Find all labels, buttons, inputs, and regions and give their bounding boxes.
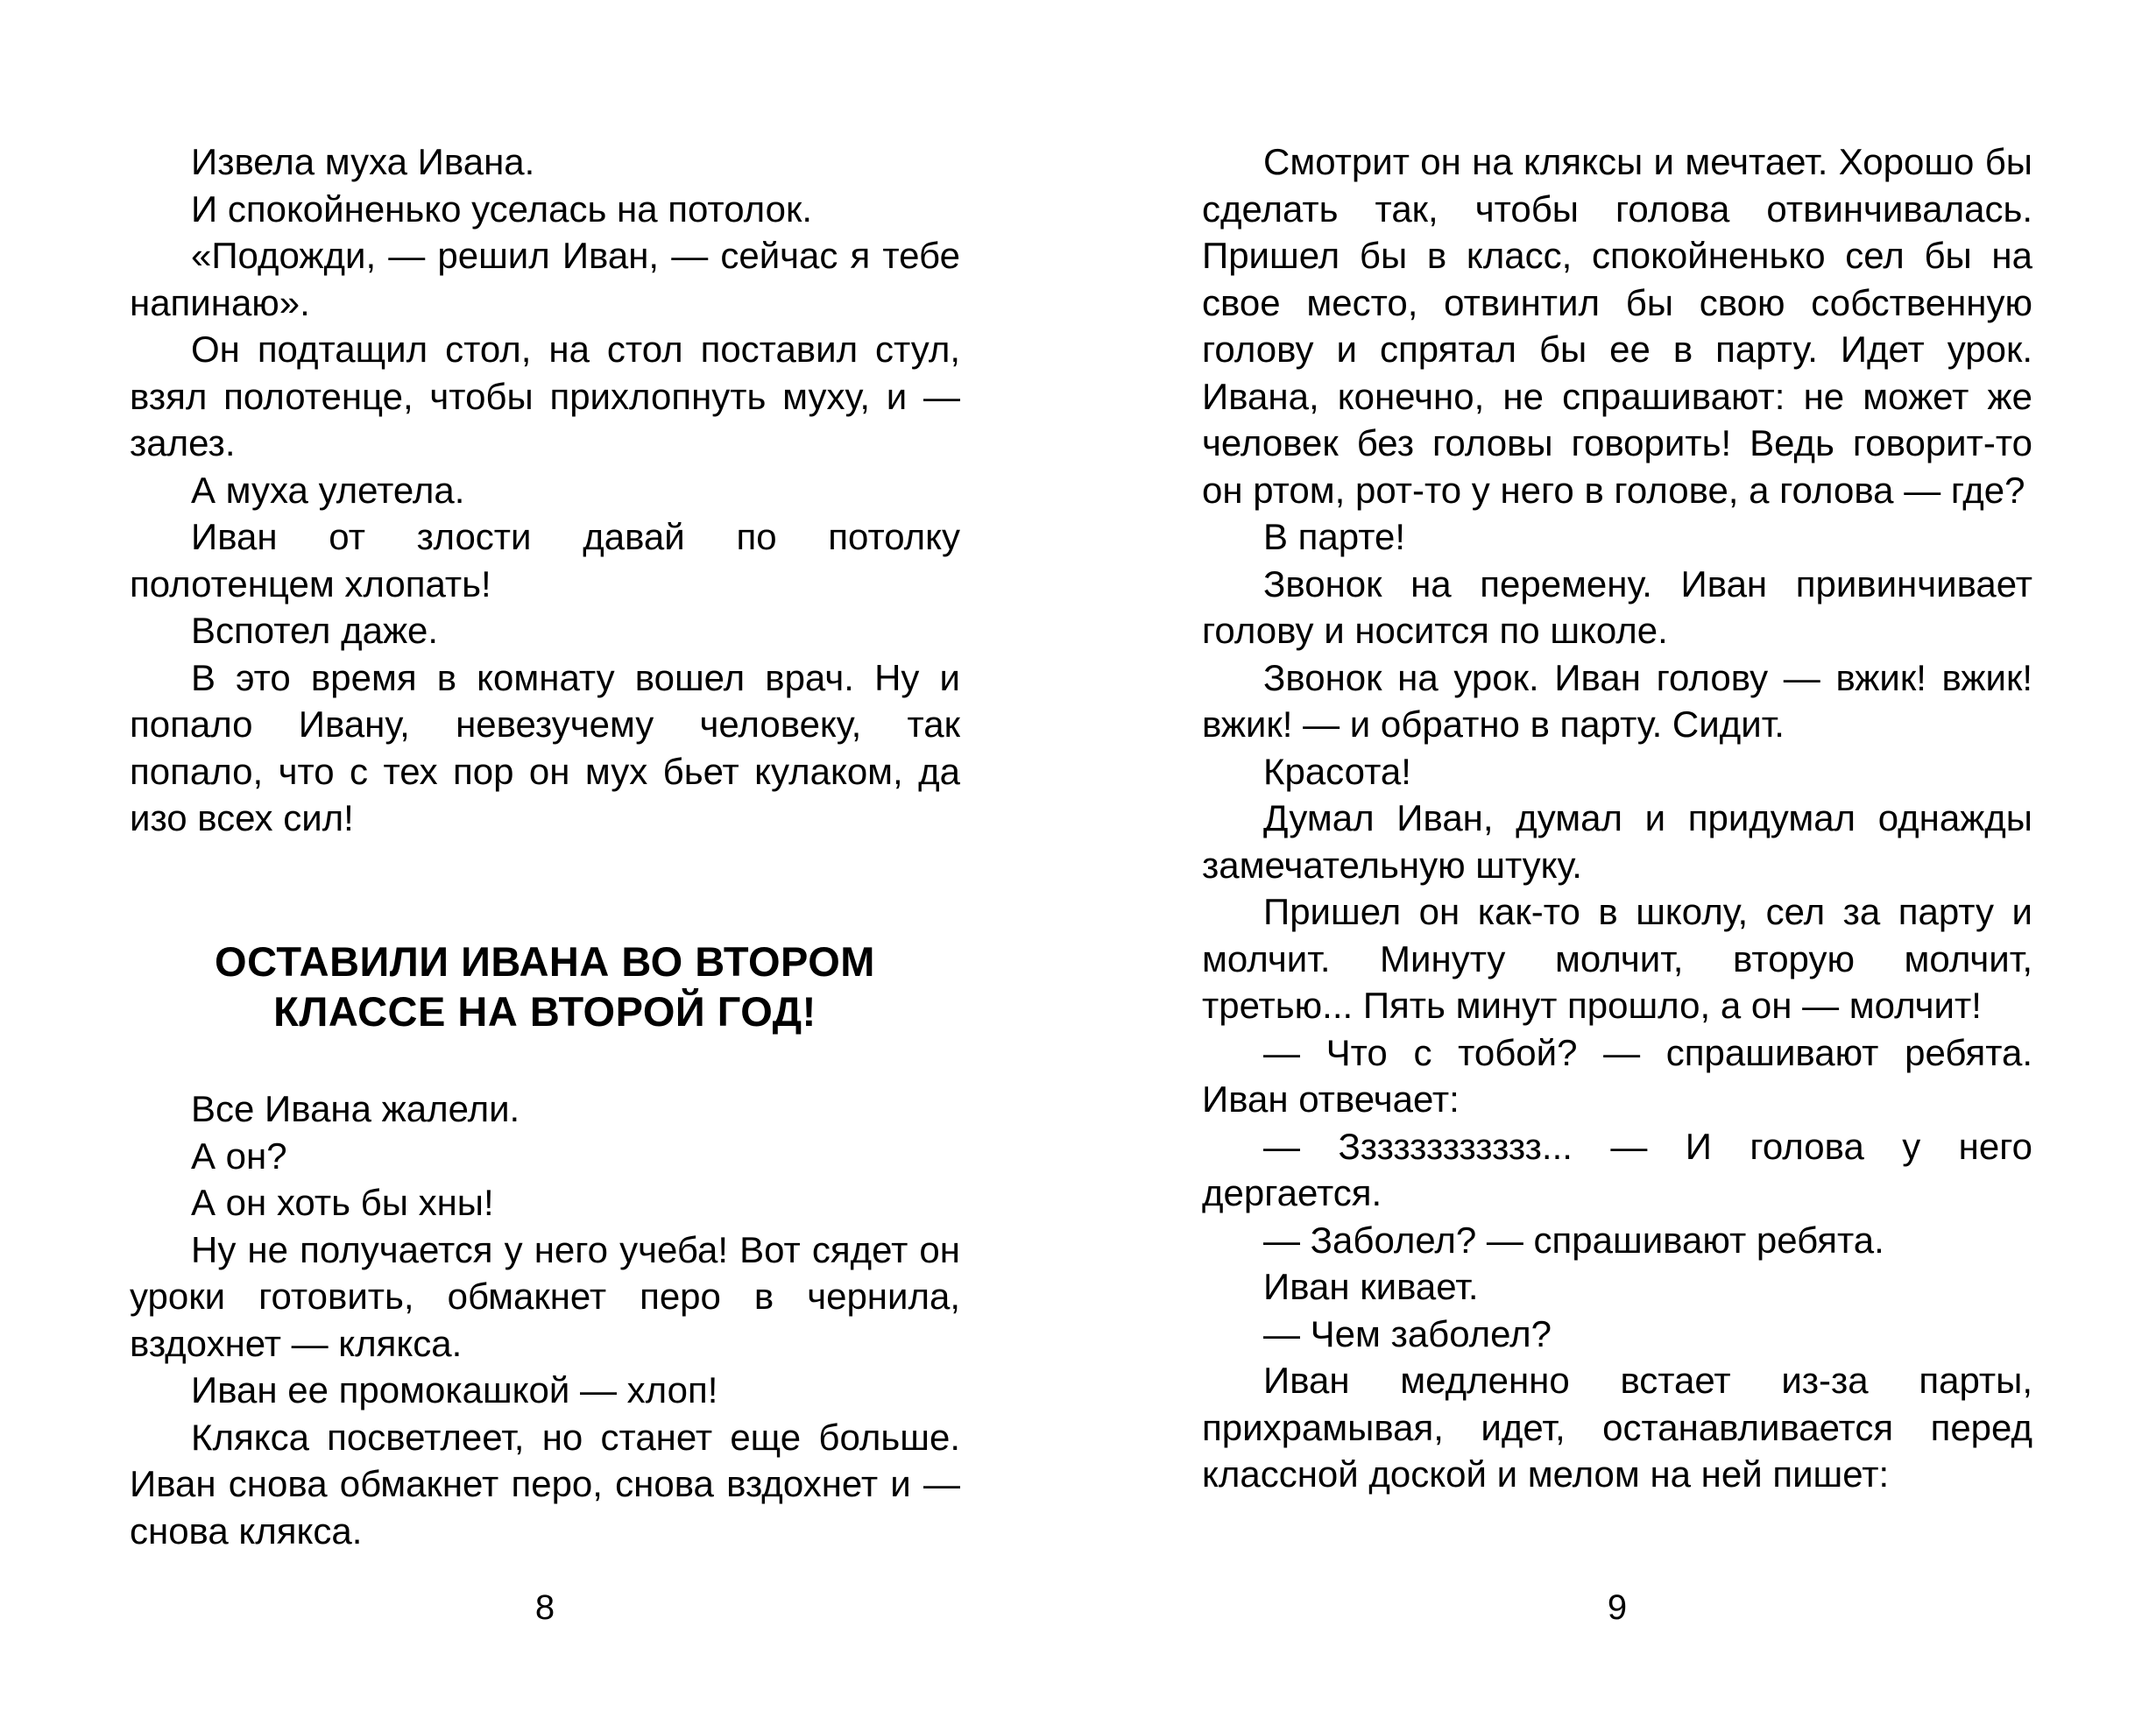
paragraph: — Зззззззззззз... — И голова у него дергается. [1202,1125,2032,1213]
paragraph: Извела муха Ивана. [191,141,535,182]
paragraph: В парте! [1263,516,1406,557]
chapter-heading-line-1: ОСТАВИЛИ ИВАНА ВО ВТОРОМ [215,938,875,985]
paragraph: — Заболел? — спрашивают ребята. [1263,1219,1884,1261]
paragraph: Иван от злости давай по потолку полотенцем хлопать! [130,516,960,604]
paragraph: Все Ивана жалели. [191,1088,520,1129]
paragraph: Звонок на перемену. Иван привинчивает голову и носится по школе. [1202,562,2032,651]
left-top-text-block [130,138,960,842]
paragraph: А муха улетела. [191,469,465,511]
left-page [130,0,960,1725]
paragraph: Ну не получается у него учеба! Вот сядет он уроки готовить, обмакнет перо в чернила, вздохнет — клякса. [130,1228,960,1364]
page-number: 9 [1607,1588,1628,1627]
paragraph: Иван медленно встает из-за парты, прихрамывая, идет, останавливается перед классной доской и мелом на ней пишет: [1202,1360,2032,1495]
paragraph: — Что с тобой? — спрашивают ребята. Иван отвечает: [1202,1031,2032,1120]
paragraph: В это время в комнату вошел врач. Ну и попало Ивану, невезучему человеку, так попало, что с тех пор он мух бьет кулаком, да изо всех сил! [130,656,960,838]
paragraph: Думал Иван, думал и придумал однажды замечательную штуку. [1202,797,2032,886]
paragraph: Он подтащил стол, на стол поставил стул, взял полотенце, чтобы прихлопнуть муху, и — залез. [130,329,960,463]
paragraph: Красота! [1263,750,1411,792]
left-bottom-text-block [130,1085,960,1554]
paragraph: «Подожди, — решил Иван, — сейчас я тебе напинаю». [130,235,960,323]
paragraph: Смотрит он на кляксы и мечтает. Хорошо бы сделать так, чтобы голова отвинчивалась. Пришел бы в класс, спокойненько сел бы на свое место, отвинтил бы свою собственную голову и спрятал бы ее в парту. Идет урок. Ивана, конечно, не спрашивают: не может же человек без головы говорить! Ведь говорит-то он ртом, рот-то у него в голове, а голова — где? [1202,141,2032,511]
chapter-heading-line-2: КЛАССЕ НА ВТОРОЙ ГОД! [273,988,816,1035]
paragraph: Иван ее промокашкой — хлоп! [191,1369,718,1410]
page-number: 8 [534,1588,555,1627]
paragraph: — Чем заболел? [1263,1312,1552,1354]
paragraph: Пришел он как-то в школу, сел за парту и молчит. Минуту молчит, вторую молчит, третью... Пять минут прошло, а он — молчит! [1202,891,2032,1026]
paragraph: А он? [191,1135,287,1177]
paragraph: Клякса посветлеет, но станет еще больше. Иван снова обмакнет перо, снова вздохнет и — снова клякса. [130,1416,960,1552]
paragraph: Вспотел даже. [191,610,439,651]
right-page [1202,0,2032,1725]
paragraph: А он хоть бы хны! [191,1182,494,1223]
right-text-block [1202,138,2032,1498]
chapter-heading [130,937,960,1036]
paragraph: Звонок на урок. Иван голову — вжик! вжик! вжик! — и обратно в парту. Сидит. [1202,656,2032,745]
paragraph: Иван кивает. [1263,1266,1479,1307]
paragraph: И спокойненько уселась на потолок. [191,187,813,230]
